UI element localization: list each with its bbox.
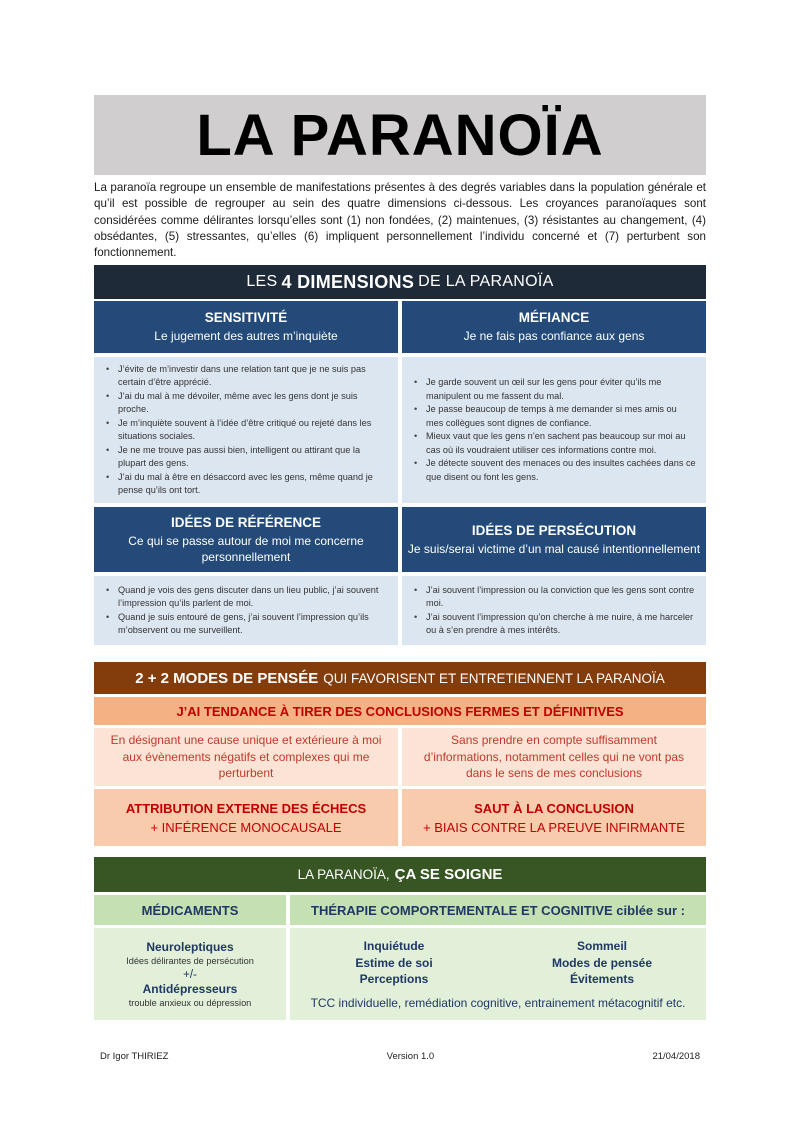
page-footer <box>100 1051 700 1062</box>
dimension-body-sensitivite <box>94 357 398 503</box>
list-item: • Je ne me trouve pas aussi bien, intelligent ou attirant que la plupart des gens. <box>104 444 388 471</box>
dimension-header-idees-de-persecution: IDÉES DE PERSÉCUTION Je suis/serai victime d’un mal causé intentionnellement <box>402 507 706 572</box>
intro-paragraph: La paranoïa regroupe un ensemble de manifestations présentes à des degrés variables dans la population générale et qu’il est possible de regrouper au sein des quatre dimensions ci-dessous. Les croyances paranoïaques sont considérées comme délirantes lorsqu’elles sont (1) non fondées, (2) maintenues, (3) résistantes au changement, (4) obsédantes, (5) stressantes, qu’elles (6) impliquent personnellement l’individu concerné et (7) perturbent son fonctionnement. <box>94 181 706 260</box>
tcc-footer-text: TCC individuelle, remédiation cognitive, entrainement métacognitif etc. <box>310 995 686 1010</box>
list-item: • J’ai du mal à me dévoiler, même avec les gens dont je suis proche. <box>104 390 388 417</box>
medications-body: Neuroleptiques Idées délirantes de persécution +/- Antidépresseurs trouble anxieux ou dépression <box>94 928 286 1020</box>
date: 21/04/2018 <box>652 1051 700 1062</box>
list-item: • J’évite de m’investir dans une relation tant que je ne suis pas certain d’être apprécié. <box>104 363 388 390</box>
treatment-heading: LA PARANOÏA, ÇA SE SOIGNE <box>94 857 706 892</box>
list-item: • J’ai souvent l’impression ou la conviction que les gens sont contre moi. <box>412 584 696 611</box>
dimension-body-idees-de-reference <box>94 576 398 645</box>
page-title: LA PARANOÏA <box>196 102 604 168</box>
modes-subheading: J’AI TENDANCE À TIRER DES CONCLUSIONS FERMES ET DÉFINITIVES <box>94 697 706 725</box>
list-item: • Je m’inquiète souvent à l’idée d’être critiqué ou rejeté dans les situations sociales. <box>104 417 388 444</box>
dimension-header-idees-de-reference: IDÉES DE RÉFÉRENCE Ce qui se passe autour de moi me concerne personnellement <box>94 507 398 572</box>
bias-box-right: SAUT À LA CONCLUSION + BIAIS CONTRE LA PREUVE INFIRMANTE <box>402 789 706 846</box>
list-item: • Quand je vois des gens discuter dans un lieu public, j’ai souvent l’impression qu’ils parlent de moi. <box>104 584 388 611</box>
tcc-body <box>290 928 706 1020</box>
list-item: • Quand je suis entouré de gens, j’ai souvent l’impression qu’ils m’observent ou me surveillent. <box>104 611 388 638</box>
list-item: • J’ai du mal à être en désaccord avec les gens, même quand je pense qu’ils ont tort. <box>104 471 388 498</box>
medications-header: MÉDICAMENTS <box>94 895 286 925</box>
author: Dr Igor THIRIEZ <box>100 1051 169 1062</box>
treatment-section <box>94 857 706 1020</box>
version: Version 1.0 <box>386 1051 435 1062</box>
dimension-body-idees-de-persecution <box>402 576 706 645</box>
mode-description-left: En désignant une cause unique et extérieure à moi aux évènements négatifs et complexes qui me perturbent <box>94 728 398 786</box>
tcc-header: THÉRAPIE COMPORTEMENTALE ET COGNITIVE ciblée sur : <box>290 895 706 925</box>
list-item: • Je détecte souvent des menaces ou des insultes cachées dans ce que disent ou font les gens. <box>412 457 696 484</box>
list-item: • Je passe beaucoup de temps à me demander si mes amis ou mes collègues sont dignes de confiance. <box>412 403 696 430</box>
tcc-targets-left: Inquiétude Estime de soi Perceptions <box>355 939 433 987</box>
title-banner <box>94 95 706 175</box>
modes-heading: 2 + 2 MODES DE PENSÉE QUI FAVORISENT ET ENTRETIENNENT LA PARANOÏA <box>94 662 706 694</box>
dimension-body-mefiance <box>402 357 706 503</box>
list-item: • J’ai souvent l’impression qu’on cherche à me nuire, à me harceler ou à s’en prendre à mes intérêts. <box>412 611 696 638</box>
mode-description-right: Sans prendre en compte suffisamment d’informations, notamment celles qui ne vont pas dans le sens de mes conclusions <box>402 728 706 786</box>
bias-box-left: ATTRIBUTION EXTERNE DES ÉCHECS + INFÉRENCE MONOCAUSALE <box>94 789 398 846</box>
dimension-header-mefiance: MÉFIANCE Je ne fais pas confiance aux gens <box>402 301 706 353</box>
dimensions-heading: LES 4 DIMENSIONS DE LA PARANOÏA <box>94 265 706 299</box>
tcc-targets-right: Sommeil Modes de pensée Évitements <box>551 939 653 987</box>
list-item: • Je garde souvent un œil sur les gens pour éviter qu’ils me manipulent ou me fassent du mal. <box>412 376 696 403</box>
list-item: • Mieux vaut que les gens n’en sachent pas beaucoup sur moi au cas où ils voudraient utiliser ces informations contre moi. <box>412 430 696 457</box>
dimension-header-sensitivite: SENSITIVITÉ Le jugement des autres m’inquiète <box>94 301 398 353</box>
dimensions-section <box>94 265 706 645</box>
modes-section <box>94 662 706 846</box>
